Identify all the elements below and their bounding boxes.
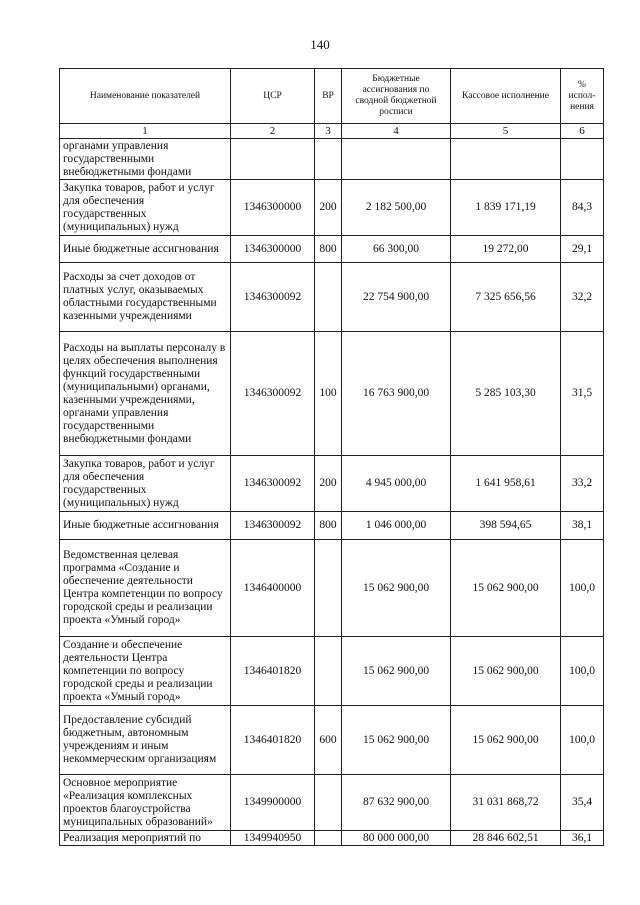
table-row: [60, 263, 604, 332]
row-vr: 600: [315, 706, 342, 775]
row-name: Создание и обеспечение деятельности Центра компетенции по вопросу городской среды и реализации проекта «Умный город»: [60, 637, 231, 706]
table-row: [60, 512, 604, 540]
header-budget: Бюджетные ассигнования по сводной бюджетной росписи: [342, 69, 451, 124]
row-csr: 1346401820: [231, 637, 315, 706]
row-budget: [342, 139, 451, 180]
table-row: [60, 180, 604, 236]
table-row: [60, 236, 604, 263]
row-csr: 1346300092: [231, 456, 315, 512]
row-name: Закупка товаров, работ и услуг для обеспечения государственных (муниципальных) нужд: [60, 456, 231, 512]
table-row: [60, 456, 604, 512]
row-vr: [315, 540, 342, 637]
row-vr: 800: [315, 512, 342, 540]
row-vr: 200: [315, 180, 342, 236]
row-percent: [561, 139, 604, 180]
row-name: Закупка товаров, работ и услуг для обеспечения государственных (муниципальных) нужд: [60, 180, 231, 236]
row-percent: 36,1: [561, 831, 604, 846]
row-percent: 35,4: [561, 775, 604, 831]
row-percent: 100,0: [561, 540, 604, 637]
row-cash: 7 325 656,56: [451, 263, 561, 332]
row-percent: 100,0: [561, 706, 604, 775]
row-percent: 33,2: [561, 456, 604, 512]
budget-execution-table: [59, 68, 604, 846]
row-budget: 15 062 900,00: [342, 540, 451, 637]
row-vr: 800: [315, 236, 342, 263]
row-budget: 66 300,00: [342, 236, 451, 263]
row-percent: 29,1: [561, 236, 604, 263]
page-number: 140: [310, 37, 330, 52]
row-percent: 100,0: [561, 637, 604, 706]
column-number: 4: [342, 124, 451, 139]
row-csr: 1346300000: [231, 180, 315, 236]
row-csr: 1346401820: [231, 706, 315, 775]
row-cash: 15 062 900,00: [451, 540, 561, 637]
row-name: Ведомственная целевая программа «Создание и обеспечение деятельности Центра компетенции по вопросу городской среды и реализации проекта «Умный город»: [60, 540, 231, 637]
row-csr: 1346300092: [231, 263, 315, 332]
row-budget: 1 046 000,00: [342, 512, 451, 540]
row-cash: 28 846 602,51: [451, 831, 561, 846]
row-percent: 31,5: [561, 332, 604, 456]
column-number: 2: [231, 124, 315, 139]
row-vr: [315, 263, 342, 332]
row-csr: [231, 139, 315, 180]
row-budget: 15 062 900,00: [342, 637, 451, 706]
row-name: Расходы за счет доходов от платных услуг, оказываемых областными государственными казенными учреждениями: [60, 263, 231, 332]
row-name: органами управления государственными внебюджетными фондами: [60, 139, 231, 180]
row-budget: 87 632 900,00: [342, 775, 451, 831]
row-budget: 80 000 000,00: [342, 831, 451, 846]
header-cash: Кассовое исполнение: [451, 69, 561, 124]
row-name: Основное мероприятие «Реализация комплексных проектов благоустройства муниципальных образований»: [60, 775, 231, 831]
row-csr: 1346400000: [231, 540, 315, 637]
row-csr: 1346300092: [231, 332, 315, 456]
row-cash: 31 031 868,72: [451, 775, 561, 831]
table-row: [60, 139, 604, 180]
row-cash: 1 641 958,61: [451, 456, 561, 512]
row-percent: 84,3: [561, 180, 604, 236]
row-csr: 1346300092: [231, 512, 315, 540]
row-vr: [315, 637, 342, 706]
table-row: [60, 831, 604, 846]
row-percent: 38,1: [561, 512, 604, 540]
table-row: [60, 332, 604, 456]
row-cash: 15 062 900,00: [451, 706, 561, 775]
column-number: 3: [315, 124, 342, 139]
row-budget: 22 754 900,00: [342, 263, 451, 332]
table-row: [60, 775, 604, 831]
row-vr: [315, 775, 342, 831]
header-percent: % испол-нения: [561, 69, 604, 124]
row-csr: 1349940950: [231, 831, 315, 846]
column-number-row: [60, 124, 604, 139]
header-row: [60, 69, 604, 124]
row-percent: 32,2: [561, 263, 604, 332]
row-vr: [315, 831, 342, 846]
header-vr: ВР: [315, 69, 342, 124]
row-name: Предоставление субсидий бюджетным, автономным учреждениям и иным некоммерческим организациям: [60, 706, 231, 775]
row-vr: [315, 139, 342, 180]
row-budget: 2 182 500,00: [342, 180, 451, 236]
table-row: [60, 540, 604, 637]
row-name: Иные бюджетные ассигнования: [60, 236, 231, 263]
row-vr: 100: [315, 332, 342, 456]
row-budget: 15 062 900,00: [342, 706, 451, 775]
table-row: [60, 637, 604, 706]
header-csr: ЦСР: [231, 69, 315, 124]
row-vr: 200: [315, 456, 342, 512]
header-name: Наименование показателей: [60, 69, 231, 124]
column-number: 1: [60, 124, 231, 139]
row-cash: 398 594,65: [451, 512, 561, 540]
column-number: 5: [451, 124, 561, 139]
row-cash: 5 285 103,30: [451, 332, 561, 456]
row-name: Реализация мероприятий по: [60, 831, 231, 846]
row-cash: 19 272,00: [451, 236, 561, 263]
row-budget: 16 763 900,00: [342, 332, 451, 456]
row-csr: 1349900000: [231, 775, 315, 831]
row-name: Иные бюджетные ассигнования: [60, 512, 231, 540]
row-budget: 4 945 000,00: [342, 456, 451, 512]
row-cash: [451, 139, 561, 180]
row-csr: 1346300000: [231, 236, 315, 263]
row-cash: 15 062 900,00: [451, 637, 561, 706]
table-row: [60, 706, 604, 775]
row-cash: 1 839 171,19: [451, 180, 561, 236]
column-number: 6: [561, 124, 604, 139]
row-name: Расходы на выплаты персоналу в целях обеспечения выполнения функций государственными (муниципальными) органами, казенными учреждениями, органами управления государственными внебюджетными фондами: [60, 332, 231, 456]
